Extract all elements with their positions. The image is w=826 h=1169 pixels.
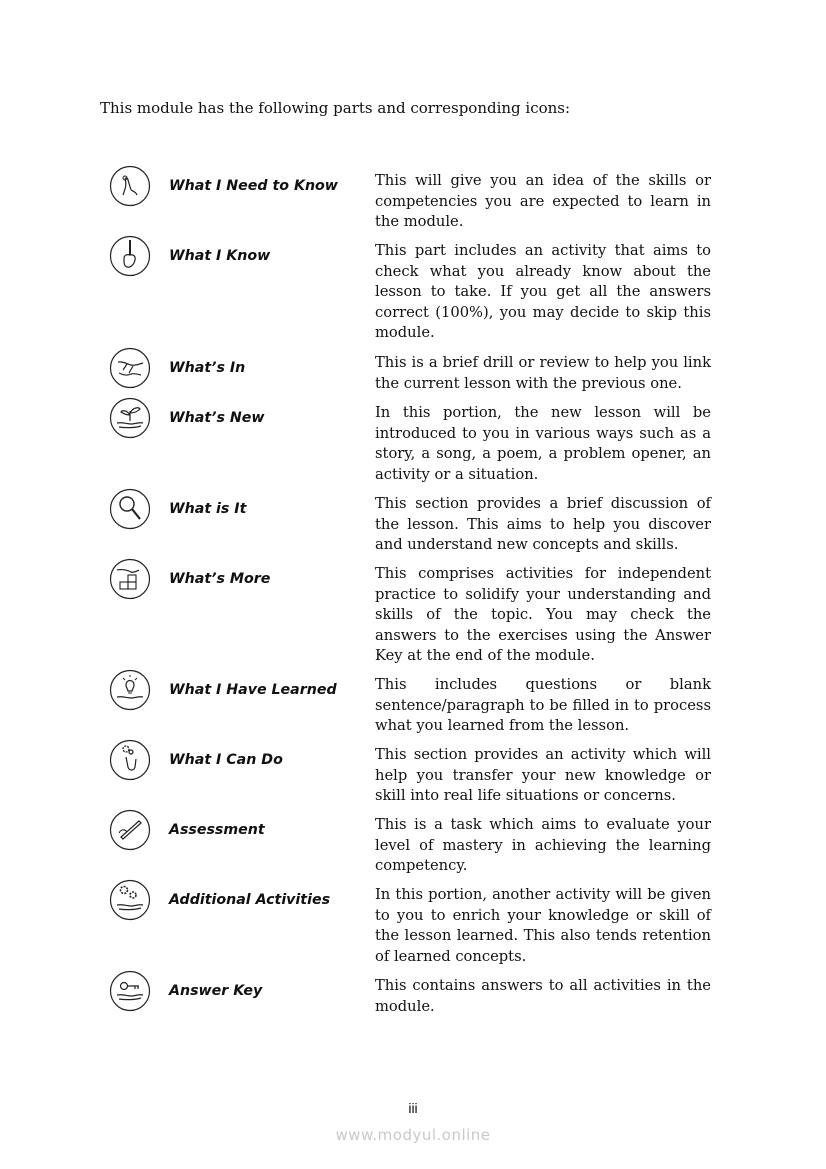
section-description: This contains answers to all activities in the module. — [375, 977, 711, 1015]
hand-with-seedling-icon — [109, 397, 151, 439]
section-label: What’s New — [169, 410, 265, 426]
section-description: In this portion, another activity will be given to you to enrich your knowledge or skill of the lesson learned. This also tends retention of learned concepts. — [375, 886, 711, 965]
section-description: This is a task which aims to evaluate your level of mastery in achieving the learning competency. — [375, 816, 711, 875]
hand-with-key-icon — [109, 970, 151, 1012]
section-label: Additional Activities — [169, 892, 331, 908]
section-label: Assessment — [169, 822, 265, 838]
section-label: What I Know — [169, 248, 271, 264]
section-description: This comprises activities for independent practice to solidify your understanding and skills of the topic. You may check the answers to the exercises using the Answer Key at the end of the module. — [375, 565, 711, 665]
section-label: What’s More — [169, 571, 271, 587]
section-label: What I Have Learned — [169, 682, 337, 698]
section-description: In this portion, the new lesson will be introduced to you in various ways such as a story, a song, a poem, a problem opener, an activity or a situation. — [375, 404, 711, 483]
hand-with-lightbulb-icon — [109, 669, 151, 711]
hand-writing-icon — [109, 809, 151, 851]
hand-with-pen-icon — [109, 235, 151, 277]
page-number: iii — [408, 1100, 418, 1116]
hand-with-gears-icon — [109, 739, 151, 781]
section-label: Answer Key — [169, 983, 263, 999]
section-description: This part includes an activity that aims to check what you already know about the lesson to take. If you get all the answers correct (100%), you may decide to skip this module. — [375, 242, 711, 342]
section-label: What’s In — [169, 360, 246, 376]
section-description: This will give you an idea of the skills or competencies you are expected to learn in the module. — [375, 172, 711, 231]
section-label: What is It — [169, 501, 247, 517]
watermark: www.modyul.online — [335, 1126, 491, 1144]
handshake-icon — [109, 347, 151, 389]
section-description: This is a brief drill or review to help you link the current lesson with the previous one. — [375, 354, 711, 392]
intro-text: This module has the following parts and corresponding icons: — [100, 99, 571, 117]
section-label: What I Can Do — [169, 752, 283, 768]
section-description: This section provides an activity which will help you transfer your new knowledge or skill into real life situations or concerns. — [375, 746, 711, 805]
section-description: This includes questions or blank sentence/paragraph to be filled in to process what you learned from the lesson. — [375, 676, 711, 735]
hand-with-gears-icon — [109, 879, 151, 921]
magnifying-glass-icon — [109, 488, 151, 530]
pointing-hand-icon — [109, 165, 151, 207]
section-label: What I Need to Know — [169, 178, 338, 194]
section-description: This section provides a brief discussion of the lesson. This aims to help you discover and understand new concepts and skills. — [375, 495, 711, 554]
hand-with-blocks-icon — [109, 558, 151, 600]
